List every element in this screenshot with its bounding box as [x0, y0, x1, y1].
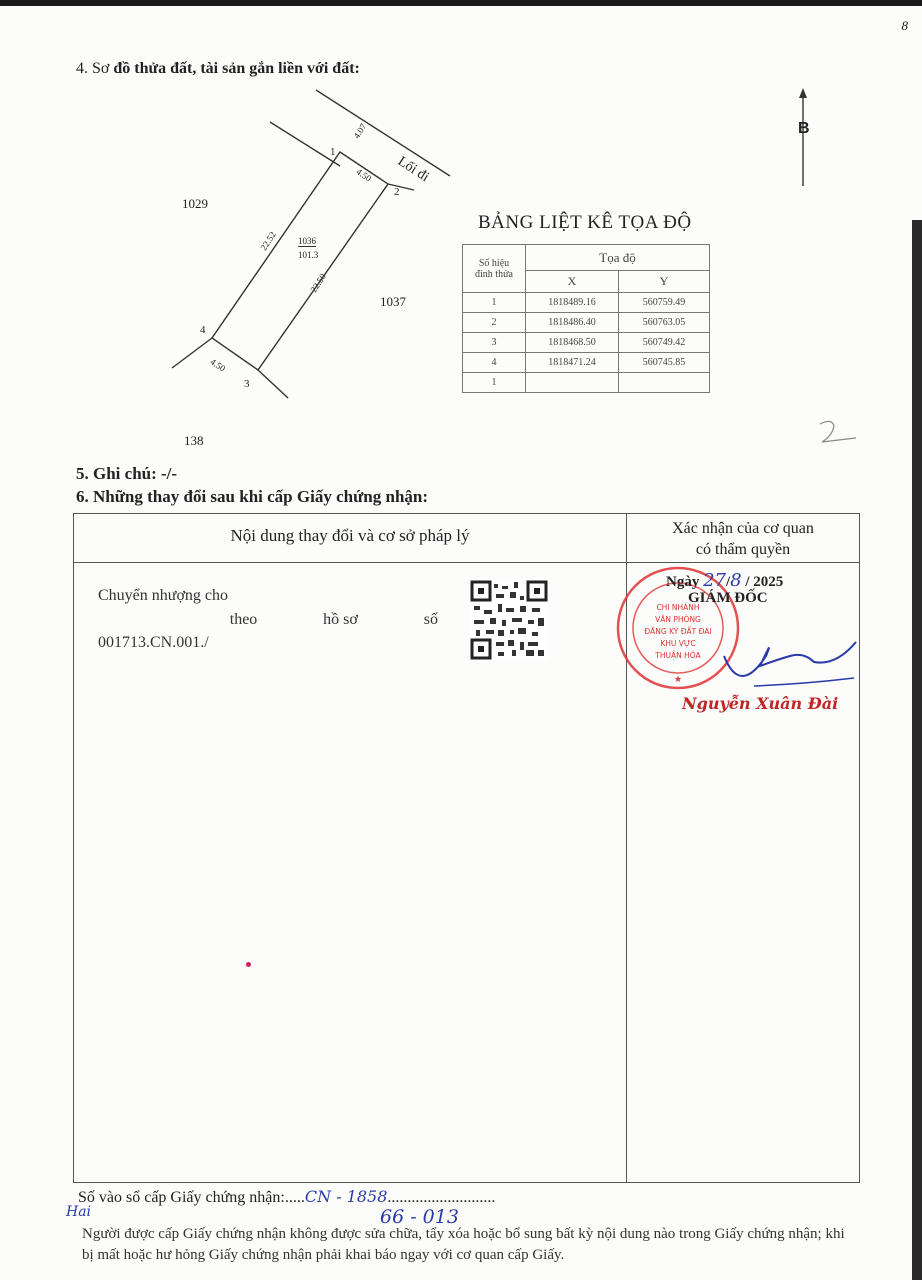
vertex-4: 4: [200, 324, 206, 336]
qr-code-icon: [470, 580, 548, 660]
handwritten-initial: Hai: [66, 1204, 92, 1220]
table-row: 2 1818486.40 560763.05: [463, 313, 710, 333]
svg-text:KHU VỰC: KHU VỰC: [660, 639, 696, 648]
neighbor-line: [388, 184, 414, 190]
col-x-header: X: [526, 271, 619, 293]
parcel-label-1037: 1037: [380, 294, 406, 309]
registry-number-line: Số vào sổ cấp Giấy chứng nhận:.....CN - 1858...........................: [78, 1187, 496, 1206]
edge-length-3-4: 4.50: [208, 356, 228, 374]
neighbor-line: [258, 370, 288, 398]
handwritten-signature-icon: [714, 626, 859, 696]
svg-text:VĂN PHÒNG: VĂN PHÒNG: [655, 615, 701, 624]
section-5-title: 5. Ghi chú: -/-: [76, 464, 178, 483]
change-entry: Chuyển nhượng cho theo hồ sơ số 001713.CN.001./: [98, 587, 438, 651]
svg-text:ĐĂNG KÝ ĐẤT ĐAI: ĐĂNG KÝ ĐẤT ĐAI: [644, 627, 712, 636]
edge-length-top: 4.07: [351, 121, 369, 141]
table-row: 1: [463, 373, 710, 393]
ink-dot: [246, 962, 251, 967]
col-content-header: Nội dung thay đổi và cơ sở pháp lý: [230, 526, 470, 545]
viewer-scrollbar[interactable]: [912, 220, 922, 1280]
edge-length-2-3: 22.50: [308, 271, 328, 295]
svg-text:THUẬN HÓA: THUẬN HÓA: [655, 651, 701, 660]
vertex-2: 2: [394, 186, 400, 198]
parcel-label-138: 138: [184, 433, 204, 448]
svg-text:★: ★: [673, 674, 683, 684]
table-row: 1 1818489.16 560759.49: [463, 293, 710, 313]
parcel-id: 1036: [298, 236, 316, 246]
col-coord-header: Tọa độ: [526, 245, 710, 271]
signer-name: Nguyễn Xuân Đài: [682, 694, 839, 713]
col-confirm-header: Xác nhận của cơ quan có thẩm quyền: [672, 520, 814, 558]
coordinate-table: [462, 244, 710, 393]
access-road-line: [270, 122, 340, 166]
col-y-header: Y: [619, 271, 710, 293]
parcel-boundary: [212, 152, 388, 370]
parcel-area: 101.3: [298, 250, 319, 260]
vertex-3: 3: [244, 378, 250, 390]
certificate-notice: Người được cấp Giấy chứng nhận không được sửa chữa, tẩy xóa hoặc bổ sung bất kỳ nội dung nào trong Giấy chứng nhận; khi bị mất hoặc hư hỏng Giấy chứng nhận phải khai báo ngay với cơ quan cấp Giấy.: [82, 1226, 845, 1263]
handwritten-registry-suffix: 66 - 013: [380, 1206, 459, 1228]
svg-text:CHI NHÁNH: CHI NHÁNH: [656, 603, 700, 612]
section-6-title: 6. Những thay đổi sau khi cấp Giấy chứng nhận:: [76, 487, 429, 506]
edge-length-1-2: 4.50: [354, 166, 374, 184]
confirmation-date: Ngày 27/8 / 2025: [666, 570, 784, 591]
table-row: 3 1818468.50 560749.42: [463, 333, 710, 353]
neighbor-line: [172, 338, 212, 368]
col-point-header: Số hiệu đỉnh thửa: [463, 245, 526, 293]
signature-block: [614, 564, 859, 744]
parcel-label-1029: 1029: [182, 196, 208, 211]
edge-length-4-1: 22.52: [258, 229, 278, 253]
certificate-page: [0, 6, 922, 1280]
handwritten-mark-icon: [814, 416, 864, 446]
north-label: B: [798, 120, 810, 137]
road-label: Lối đi: [394, 154, 432, 186]
coordinate-table-title: BẢNG LIỆT KÊ TỌA ĐỘ: [478, 212, 692, 233]
signer-title: GIÁM ĐỐC: [688, 590, 768, 606]
changes-table: [73, 513, 860, 1183]
vertex-1: 1: [330, 146, 336, 158]
north-arrow-icon: [790, 86, 820, 196]
table-row: 4 1818471.24 560745.85: [463, 353, 710, 373]
section-4-title: 4. Sơ đồ thửa đất, tài sản gắn liền với đất:: [76, 60, 360, 77]
page-number: 8: [901, 18, 908, 33]
